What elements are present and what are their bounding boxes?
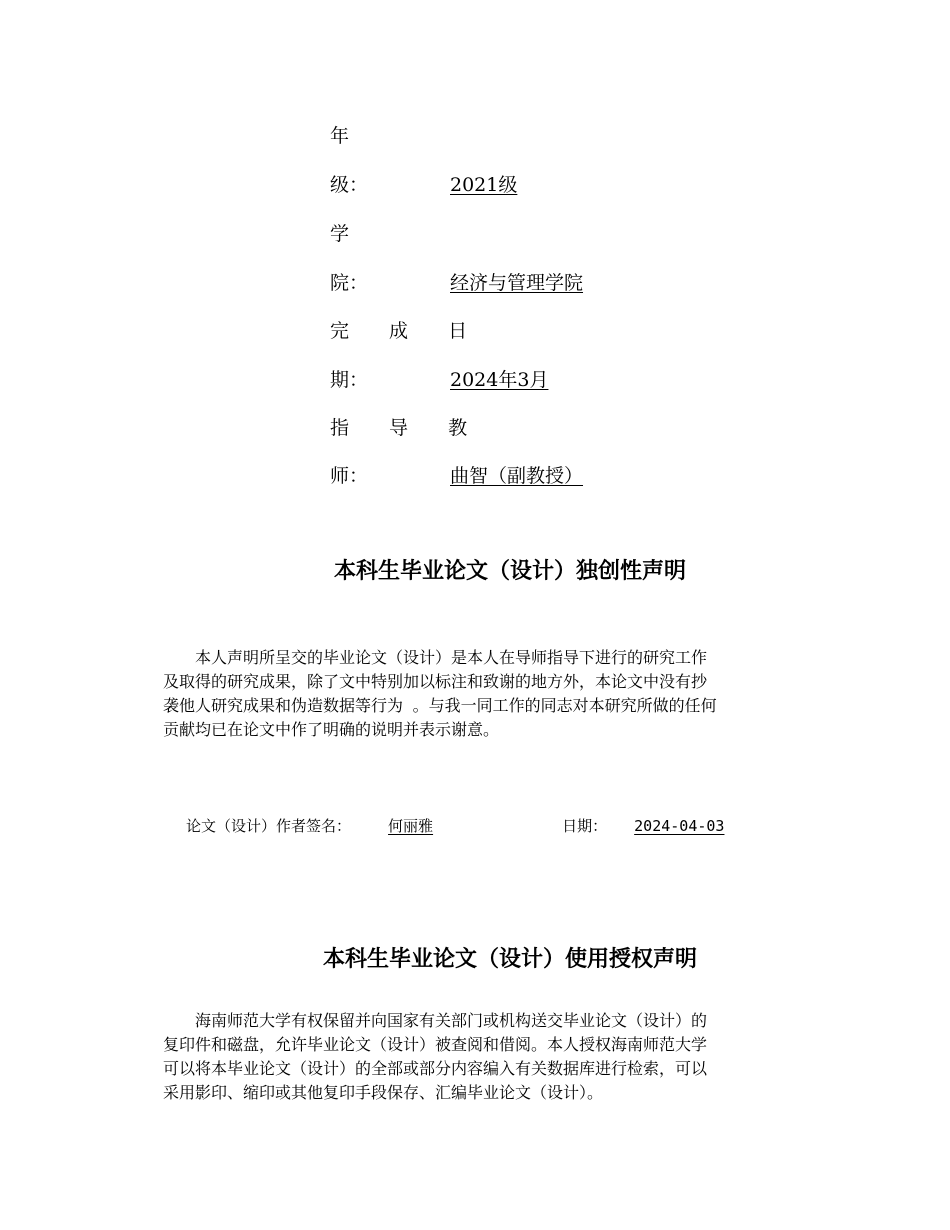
originality-line-1: 本人声明所呈交的毕业论文（设计）是本人在导师指导下进行的研究工作 <box>195 648 708 667</box>
authorization-title: 本科生毕业论文（设计）使用授权声明 <box>322 947 697 972</box>
college-label-1: 学 <box>330 223 350 245</box>
advisor-value: 曲智（副教授） <box>450 465 584 487</box>
signature-line <box>186 815 764 837</box>
grade-label-1: 年 <box>330 125 350 147</box>
advisor-label-1-text: 指 导 教 <box>330 417 485 439</box>
originality-line-2: 及取得的研究成果，除了文中特别加以标注和致谢的地方外，本论文中没有抄 <box>163 672 708 691</box>
signature-label: 论文（设计）作者签名： <box>186 817 352 835</box>
college-value: 经济与管理学院 <box>450 272 584 294</box>
signature-date-label: 日期： <box>562 817 608 835</box>
grade-label-2: 级： <box>330 174 369 196</box>
grade-value: 2021级 <box>450 174 518 196</box>
advisor-label-1 <box>330 416 484 440</box>
completion-date-value: 2024年3月 <box>450 369 549 391</box>
authorization-paragraph <box>163 1009 809 1105</box>
college-label-2: 院： <box>330 272 369 294</box>
originality-line-4: 贡献均已在论文中作了明确的说明并表示谢意。 <box>163 720 500 739</box>
signature-value: 何丽雅 <box>388 817 434 835</box>
date-label-1 <box>330 319 484 343</box>
date-label-2: 期： <box>330 369 369 391</box>
authorization-line-1: 海南师范大学有权保留并向国家有关部门或机构送交毕业论文（设计）的 <box>195 1011 708 1030</box>
originality-line-3: 袭他人研究成果和伪造数据等行为 。与我一同工作的同志对本研究所做的任何 <box>163 696 717 715</box>
authorization-line-3: 可以将本毕业论文（设计）的全部或部分内容编入有关数据库进行检索，可以 <box>163 1059 708 1078</box>
originality-title: 本科生毕业论文（设计）独创性声明 <box>333 559 686 584</box>
advisor-label-2: 师： <box>330 465 369 487</box>
signature-date-value: 2024-04-03 <box>634 817 725 835</box>
authorization-line-4: 采用影印、缩印或其他复印手段保存、汇编毕业论文（设计）。 <box>163 1083 604 1102</box>
originality-paragraph <box>163 646 809 742</box>
date-label-1-text: 完 成 日 <box>330 320 485 342</box>
authorization-line-2: 复印件和磁盘，允许毕业论文（设计）被查阅和借阅。本人授权海南师范大学 <box>163 1035 708 1054</box>
